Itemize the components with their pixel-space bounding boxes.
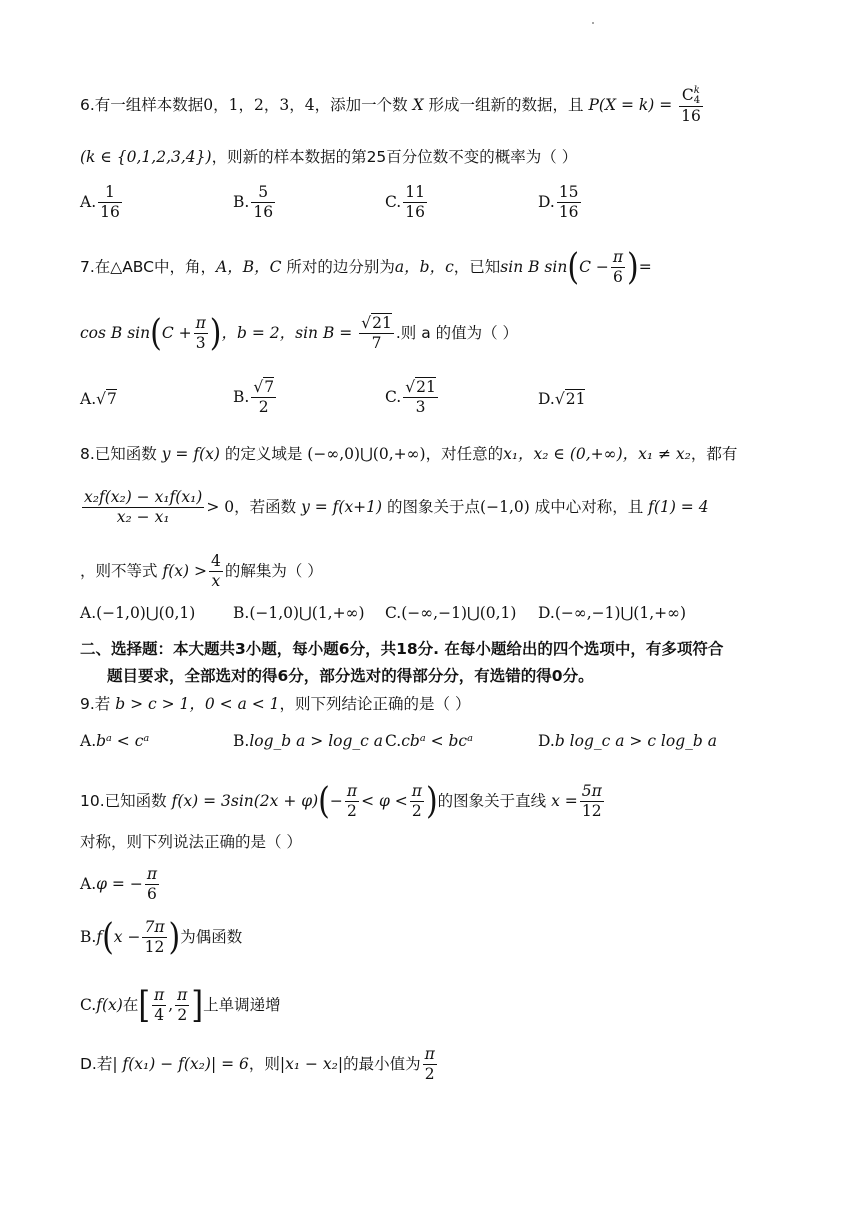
- scan-dot: [592, 22, 594, 24]
- q8-line1-dom: (−∞,0)⋃(0,+∞): [307, 445, 426, 463]
- q7-line2: cos B sin(C + $\frac{\pi}{3}$ )，b = 2，sin B = $\frac{√21}{7}$ .则 a 的值为（ ）: [80, 312, 519, 355]
- q8-line3: ，则不等式 f(x) > $\frac{4}{x}$ 的解集为（ ）: [80, 552, 323, 591]
- q8-ineq-tail: > 0: [206, 497, 235, 516]
- q6-prob: P(X = k) =: [588, 96, 673, 115]
- q8-line3-f: f(x) >: [162, 561, 207, 580]
- q10-xeq: x =: [551, 791, 578, 810]
- q6-line1: [80, 86, 705, 126]
- q8-option-d: D.(−∞,−1)⋃(1,+∞): [538, 604, 687, 622]
- q6-option-a: A. $\frac{1}{16}$: [80, 183, 120, 222]
- q6-option-b: B. $\frac{5}{16}$: [233, 183, 274, 222]
- q7-expr1: sin B sin: [500, 257, 568, 276]
- q10-option-b: B.f(x − $\frac{7\pi}{12}$ )为偶函数: [80, 916, 243, 959]
- q9-option-a: A.bᵃ < cᵃ: [80, 732, 150, 750]
- q7-option-a: A.√7: [80, 390, 117, 408]
- q8-line2-pt: (−1,0): [480, 497, 530, 516]
- q8-ineq-frac: $\frac{\text{x₂f(x₂) − x₁f(x₁)}}{\text{x₂ − x₁}}$: [84, 488, 203, 527]
- q7-expr2: cos B sin: [80, 323, 151, 342]
- q7-sides: a，b，c: [394, 257, 454, 276]
- q6-frac-sup: k: [693, 85, 700, 96]
- q10-option-c: C.f(x)在[ $\frac{\pi}{4}$ , $\frac{\pi}{2}$ ]上单调递增: [80, 984, 281, 1027]
- q9-line1: [80, 697, 470, 713]
- q10-func: f(x) = 3sin(2x + φ): [171, 791, 319, 810]
- q7-known: ，已知: [453, 257, 501, 276]
- q8-option-b: B.(−1,0)⋃(1,+∞): [233, 604, 365, 622]
- section2-line1: 二、选择题：本大题共3小题，每小题6分，共18分. 在每小题给出的四个选项中，有多项符合: [80, 640, 724, 658]
- q8-line1-a: 8.已知函数: [80, 445, 157, 463]
- q9-lead: 9.若: [80, 695, 111, 713]
- q9-cond: b > c > 1，0 < a < 1: [115, 695, 280, 713]
- q6-cond: (k ∈ {0,1,2,3,4}): [80, 148, 212, 166]
- q10-line2: 对称，则下列说法正确的是（ ）: [80, 833, 302, 851]
- q6-option-c: C. $\frac{11}{16}$: [385, 183, 425, 222]
- q6-cond-tail: ，则新的样本数据的第25百分位数不变的概率为（ ）: [211, 148, 578, 166]
- q8-line2-f: y = f(x+1): [301, 497, 383, 516]
- q10-lead: 10.已知函数: [80, 791, 167, 810]
- q7-expr1-in: C −: [579, 257, 609, 276]
- q10-option-d: D.若| f(x₁) − f(x₂)| = 6，则|x₁ − x₂|的最小值为 $\frac{\pi}{2}$: [80, 1045, 435, 1084]
- q10-line1: 10.已知函数 f(x) = 3sin(2x + φ)(− $\frac{\pi}{2}$ < φ < $\frac{\pi}{2}$ )的图象关于直线 x = $\frac{5\pi}{12}$: [80, 780, 602, 823]
- q8-option-a: A.(−1,0)⋃(0,1): [80, 604, 196, 622]
- q8-line1-f: y = f(x): [161, 445, 220, 463]
- q8-line3-b: 的解集为（ ）: [224, 561, 323, 580]
- section2-line2: 题目要求，全部选对的得6分，部分选对的得部分分，有选错的得0分。: [107, 667, 594, 685]
- q8-option-c: C.(−∞,−1)⋃(0,1): [385, 604, 517, 622]
- q7-abc: A，B，C: [216, 257, 282, 276]
- q10-option-a: A.φ = − $\frac{\pi}{6}$: [80, 865, 157, 904]
- q6-mid: 添加一个数: [330, 96, 408, 115]
- q7-sinb-frac: $\frac{√21}{7}$: [361, 314, 392, 353]
- q7-option-b: B. $\frac{√7}{2}$: [233, 378, 275, 417]
- q6-frac: [679, 86, 703, 126]
- q8-line2: [80, 488, 709, 528]
- q7-ask: .则 a 的值为（ ）: [395, 323, 519, 342]
- q9-tail: ，则下列结论正确的是（ ）: [279, 695, 471, 713]
- q6-line2: [80, 150, 577, 166]
- q7-lead: 7.在△ABC中，角: [80, 257, 201, 276]
- q6-option-d: D. $\frac{15}{16}$: [538, 183, 579, 222]
- q7-option-c: C. $\frac{√21}{3}$: [385, 378, 436, 417]
- q8-line3-a: ，则不等式: [80, 561, 158, 580]
- q7-b-eq: ，b = 2，sin B =: [221, 323, 353, 342]
- q6-nums: 0，1，2，3，4，: [203, 96, 331, 115]
- q6-lead: 6.有一组样本数据: [80, 96, 204, 115]
- q8-line2-d: 成中心对称，且: [534, 497, 644, 516]
- q7-option-d: D.√21: [538, 390, 586, 408]
- q8-line1-b: 的定义域是: [224, 445, 303, 463]
- q8-line2-c: 的图象关于点: [387, 497, 481, 516]
- q6-tail: 形成一组新的数据，且: [428, 96, 584, 115]
- q10-sym: 的图象关于直线: [437, 791, 547, 810]
- q6-frac-den: 16: [681, 107, 701, 125]
- q7-expr2-in: C +: [161, 323, 192, 342]
- q9-option-c: C.cbᵃ < bcᵃ: [385, 732, 473, 750]
- q8-line2-e: f(1) = 4: [648, 497, 709, 516]
- q8-line1: [80, 447, 737, 463]
- q9-option-b: B.log_b a > log_c a: [233, 732, 384, 750]
- q8-line1-c: ，对任意的: [425, 445, 504, 463]
- q6-frac-num: C: [681, 86, 694, 104]
- q8-line1-d: x₁，x₂ ∈ (0,+∞)，x₁ ≠ x₂: [503, 445, 691, 463]
- q6-frac-sub: 4: [693, 95, 701, 106]
- q7-sides-txt: 所对的边分别为: [286, 257, 395, 276]
- q7-eq: =: [638, 257, 652, 276]
- q8-line2-b: ，若函数: [234, 497, 297, 516]
- q6-var: X: [412, 96, 424, 115]
- q8-line1-e: ，都有: [690, 445, 738, 463]
- q7-line1: 7.在△ABC中，角，A，B，C 所对的边分别为a，b，c，已知sin B sin(C − $\frac{\pi}{6}$ )=: [80, 246, 652, 289]
- q9-option-d: D.b log_c a > c log_b a: [538, 732, 717, 750]
